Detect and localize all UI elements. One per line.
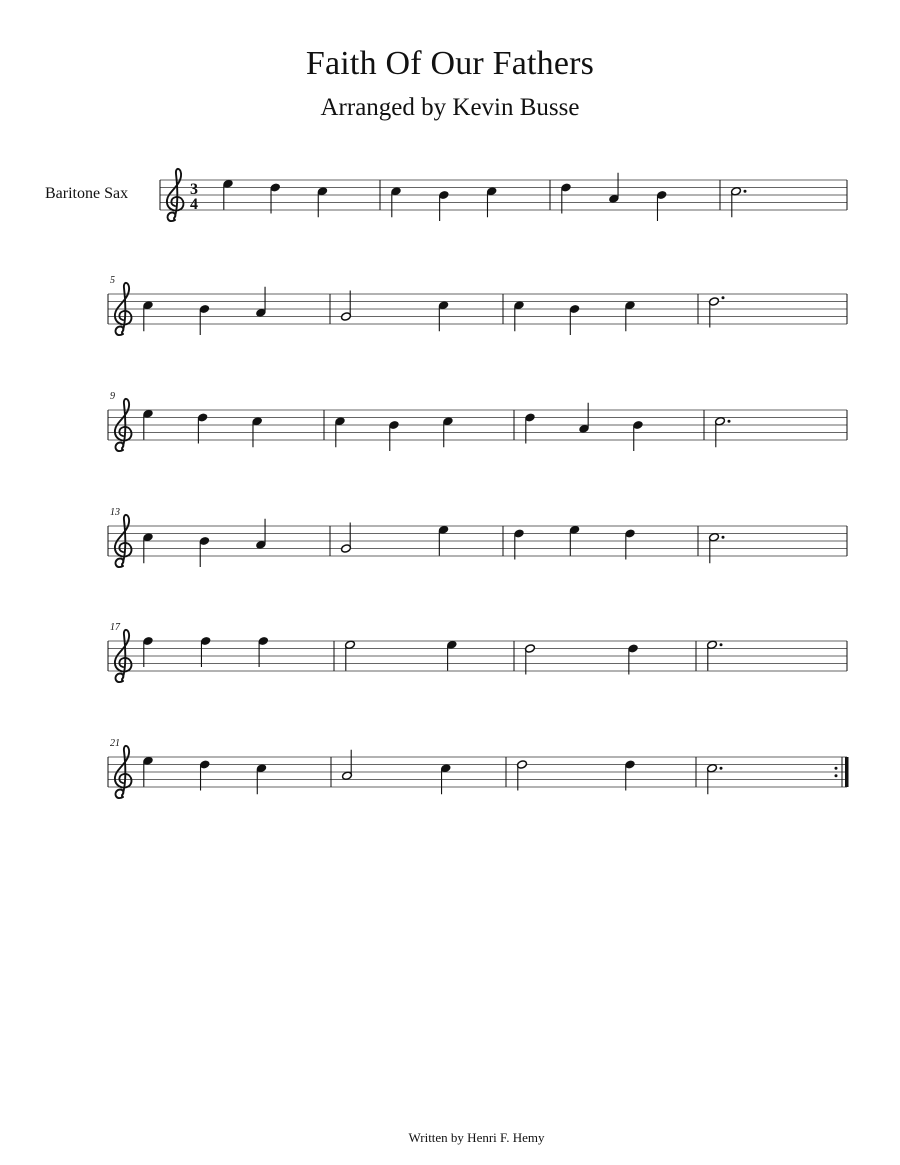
- note: [513, 300, 524, 331]
- note: [142, 532, 153, 563]
- augmentation-dot: [720, 643, 723, 646]
- note: [714, 416, 730, 447]
- augmentation-dot: [728, 420, 731, 423]
- note: [706, 763, 722, 794]
- instrument-label: Baritone Sax: [45, 185, 129, 202]
- note: [255, 287, 266, 318]
- measure-number: 17: [110, 622, 120, 633]
- measure-number: 13: [110, 507, 120, 518]
- augmentation-dot: [720, 767, 723, 770]
- note: [524, 413, 535, 444]
- note: [199, 304, 210, 335]
- note: [142, 636, 153, 667]
- note: [388, 420, 399, 451]
- note: [256, 763, 267, 794]
- augmentation-dot: [722, 536, 725, 539]
- time-signature-denominator: 4: [190, 196, 198, 213]
- staff-system: [108, 738, 849, 798]
- note: [486, 186, 497, 217]
- measure-number: 21: [110, 738, 120, 749]
- staff-system: [108, 275, 847, 335]
- staff-system: [108, 622, 847, 682]
- score-title: Faith Of Our Fathers: [305, 45, 595, 82]
- note: [524, 644, 535, 675]
- note: [438, 190, 449, 221]
- note: [199, 760, 210, 791]
- note: [708, 532, 724, 563]
- note: [438, 525, 449, 556]
- repeat-dot: [835, 767, 838, 770]
- note: [340, 291, 351, 322]
- note: [560, 183, 571, 214]
- augmentation-dot: [722, 296, 725, 299]
- note: [632, 420, 643, 451]
- note: [628, 644, 639, 675]
- note: [200, 636, 211, 667]
- note: [730, 186, 746, 217]
- time-signature-numerator: 3: [190, 181, 198, 198]
- note: [578, 403, 589, 434]
- staff-system: [108, 391, 847, 451]
- composer-credit: Written by Henri F. Hemy: [408, 1130, 545, 1145]
- note: [142, 300, 153, 331]
- augmentation-dot: [744, 190, 747, 193]
- note: [624, 760, 635, 791]
- note: [656, 190, 667, 221]
- note: [513, 529, 524, 560]
- note: [569, 304, 580, 335]
- note: [199, 536, 210, 567]
- repeat-dot: [835, 774, 838, 777]
- note: [516, 760, 527, 791]
- note: [270, 183, 281, 214]
- note: [708, 296, 724, 327]
- repeat-thick-barline: [845, 757, 849, 787]
- note: [252, 416, 263, 447]
- note: [390, 186, 401, 217]
- note: [625, 300, 636, 331]
- note: [706, 640, 722, 671]
- note: [569, 525, 580, 556]
- note: [341, 750, 352, 781]
- note: [317, 186, 328, 217]
- measure-number: 5: [110, 275, 115, 286]
- note: [255, 519, 266, 550]
- note: [142, 756, 153, 787]
- staff-system: [160, 169, 847, 221]
- note: [340, 523, 351, 554]
- measure-number: 9: [110, 391, 115, 402]
- note: [625, 529, 636, 560]
- note: [334, 416, 345, 447]
- note: [197, 413, 208, 444]
- staff-system: [108, 507, 847, 567]
- note: [446, 640, 457, 671]
- note: [344, 640, 355, 671]
- note: [438, 300, 449, 331]
- note: [442, 416, 453, 447]
- note: [258, 636, 269, 667]
- note: [608, 173, 619, 204]
- note: [222, 179, 233, 210]
- note: [142, 409, 153, 440]
- note: [440, 763, 451, 794]
- arranger-credit: Arranged by Kevin Busse: [320, 94, 580, 121]
